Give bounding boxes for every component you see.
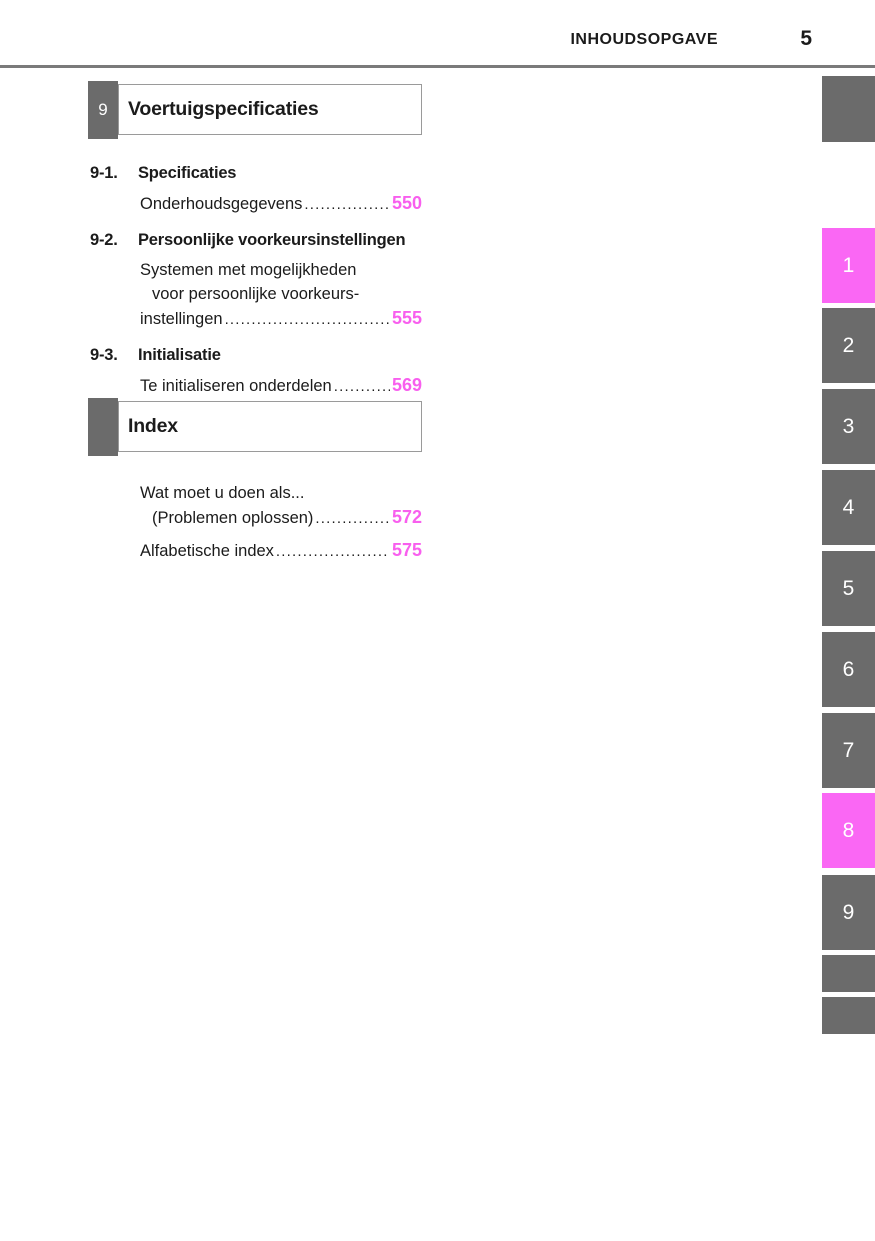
subsection-number: 9-1.: [90, 164, 118, 182]
subsection-title: Specificaties: [138, 164, 237, 182]
side-tab-6: [822, 632, 875, 707]
entry-page-number: 555: [391, 308, 422, 328]
side-tab-label: 6: [842, 657, 855, 681]
side-tab-blank-bottom: [822, 997, 875, 1034]
index-tab-blank: [88, 398, 118, 456]
toc-entry: [90, 258, 422, 332]
toc-entry: [90, 191, 422, 217]
leader-dots: [304, 192, 390, 217]
chapter-tab-number: [88, 81, 118, 139]
entry-line: [140, 373, 422, 399]
toc-subsection: [90, 229, 422, 332]
entry-text: (Problemen oplossen): [152, 509, 314, 527]
leader-dots: [315, 506, 390, 531]
side-tab-2: [822, 308, 875, 383]
index-box: [88, 398, 422, 456]
toc-entry: [90, 481, 422, 531]
entry-text: instellingen: [140, 310, 223, 328]
leader-dots: [276, 539, 390, 564]
subsection-heading: [90, 344, 422, 366]
side-tab-label: 4: [842, 495, 855, 519]
index-title: Index: [128, 415, 178, 437]
toc-subsection: [90, 344, 422, 399]
subsection-title: Persoonlijke voorkeursinstellingen: [138, 231, 406, 249]
side-tab-label: 7: [842, 738, 855, 762]
side-tab-label: 9: [842, 900, 855, 924]
side-tab-blank-bottom: [822, 955, 875, 992]
chapter-box-voertuigspecificaties: [88, 81, 422, 139]
chapter-title: Voertuigspecificaties: [128, 98, 319, 120]
entry-text: Alfabetische index: [140, 542, 274, 560]
entry-line: [140, 538, 422, 564]
entry-line: Systemen met mogelijkheden: [140, 261, 357, 279]
side-tab-label: 5: [842, 576, 855, 600]
leader-dots: [225, 307, 390, 332]
page-number: 5: [800, 27, 812, 50]
entry-line: [140, 306, 422, 332]
toc-entry: [90, 538, 422, 564]
index-entries: [90, 481, 422, 571]
entry-page-number: 572: [391, 507, 422, 527]
subsection-title: Initialisatie: [138, 346, 221, 364]
entry-page-number: 569: [391, 375, 422, 395]
entry-line: Wat moet u doen als...: [140, 484, 305, 502]
chapter-box-body: [118, 84, 422, 135]
side-tab-8: [822, 793, 875, 868]
subsection-number: 9-3.: [90, 346, 118, 364]
toc-sections: [90, 162, 422, 411]
subsection-number: 9-2.: [90, 231, 118, 249]
leader-dots: [334, 374, 390, 399]
side-tab-label: 1: [842, 253, 855, 277]
chapter-tab-number-label: 9: [98, 100, 108, 119]
page-header-title: INHOUDSOPGAVE: [570, 31, 718, 48]
entry-page-number: 550: [391, 193, 422, 213]
entry-line: [140, 505, 422, 531]
side-tab-9: [822, 875, 875, 950]
index-box-body: [118, 401, 422, 452]
side-tab-blank-top: [822, 76, 875, 142]
side-tab-label: 2: [842, 333, 855, 357]
toc-entry: [90, 373, 422, 399]
entry-line: voor persoonlijke voorkeurs-: [152, 285, 360, 303]
side-tab-label: 3: [842, 414, 855, 438]
toc-subsection: [90, 162, 422, 217]
side-tab-5: [822, 551, 875, 626]
side-tab-label: 8: [842, 818, 855, 842]
side-tab-3: [822, 389, 875, 464]
subsection-heading: [90, 229, 422, 251]
entry-text: Onderhoudsgegevens: [140, 195, 303, 213]
subsection-heading: [90, 162, 422, 184]
side-tab-4: [822, 470, 875, 545]
entry-page-number: 575: [391, 540, 422, 560]
side-tab-1: [822, 228, 875, 303]
header-rule: [0, 65, 875, 68]
side-tab-7: [822, 713, 875, 788]
entry-line: [140, 191, 422, 217]
entry-text: Te initialiseren onderdelen: [140, 377, 332, 395]
